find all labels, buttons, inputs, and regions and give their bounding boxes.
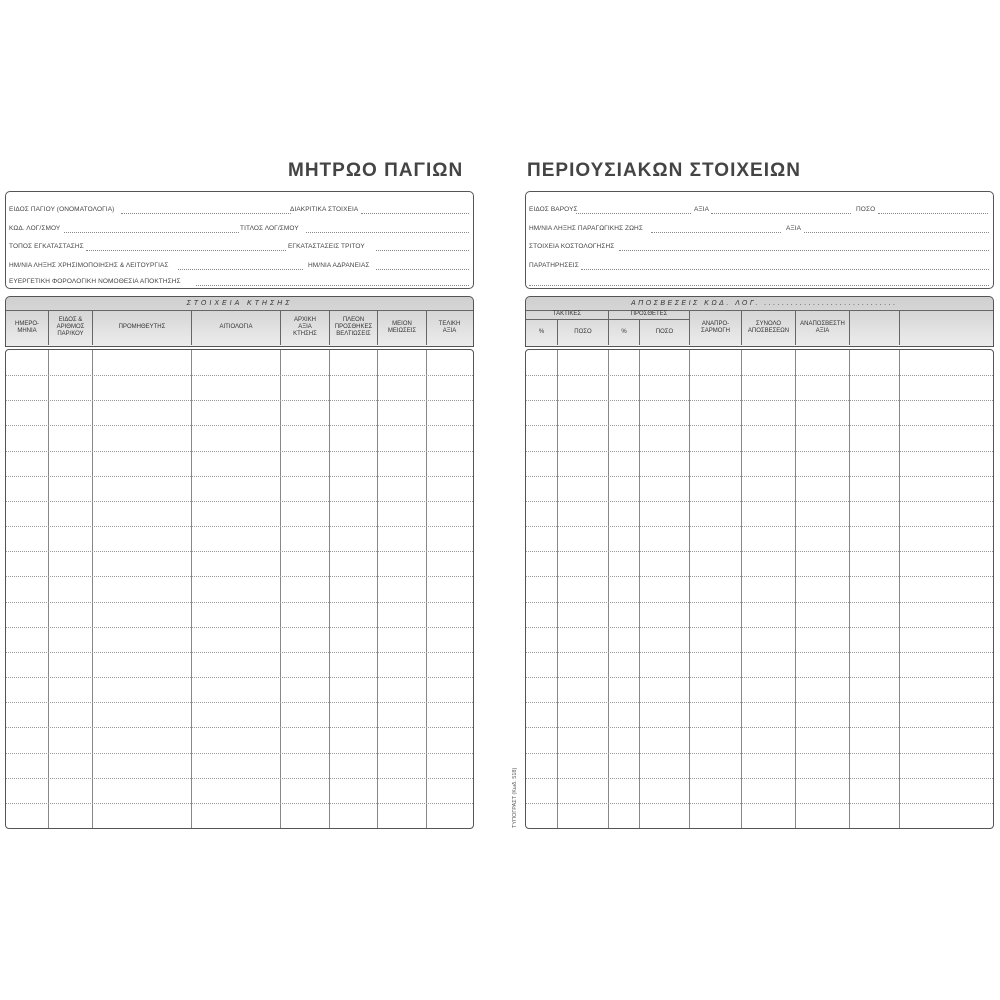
row-divider xyxy=(526,727,993,728)
column-divider xyxy=(557,350,558,828)
row-divider xyxy=(6,602,473,603)
page-title-left: ΜΗΤΡΩΟ ΠΑΓΙΩΝ xyxy=(288,160,464,181)
row-divider xyxy=(6,526,473,527)
dotted-line xyxy=(529,285,989,286)
row-divider xyxy=(6,753,473,754)
left-col-header: ΠΛΕΟΝ ΠΡΟΣΘΗΚΕΣ ΒΕΛΤΙΩΣΕΙΣ xyxy=(329,310,377,345)
left-col-header: ΜΕΙΟΝ ΜΕΙΩΣΕΙΣ xyxy=(377,310,426,345)
dotted-line xyxy=(804,232,989,233)
row-divider xyxy=(526,677,993,678)
right-column-headers xyxy=(526,310,993,346)
left-info-box xyxy=(5,191,474,289)
dotted-line xyxy=(651,232,781,233)
field-aksia-2: ΑΞΙΑ xyxy=(786,225,802,232)
left-col-header: ΗΜΕΡΟ- ΜΗΝΙΑ xyxy=(15,320,39,334)
row-divider xyxy=(6,727,473,728)
field-aksia: ΑΞΙΑ xyxy=(694,206,710,213)
col-pct-2: % xyxy=(608,320,639,345)
row-divider xyxy=(6,425,473,426)
dotted-line xyxy=(178,269,303,270)
column-divider xyxy=(795,350,796,828)
column-divider xyxy=(329,350,330,828)
column-divider xyxy=(92,350,93,828)
field-topos: ΤΟΠΟΣ ΕΓΚΑΤΑΣΤΑΣΗΣ xyxy=(9,243,84,250)
row-divider xyxy=(6,627,473,628)
col-poso-1: ΠΟΣΟ xyxy=(557,320,608,345)
column-divider xyxy=(689,350,690,828)
column-divider xyxy=(377,350,378,828)
column-divider xyxy=(191,350,192,828)
row-divider xyxy=(526,778,993,779)
col-anaprosarmogi: ΑΝΑΠΡΟ- ΣΑΡΜΟΓΗ xyxy=(689,310,741,345)
column-divider xyxy=(426,350,427,828)
dotted-line xyxy=(306,232,469,233)
row-divider xyxy=(526,551,993,552)
row-divider xyxy=(526,702,993,703)
dotted-line xyxy=(361,213,469,214)
row-divider xyxy=(526,753,993,754)
row-divider xyxy=(526,526,993,527)
col-anapostesti-aksia: ΑΝΑΠΟΣΒΕΣΤΗ ΑΞΙΑ xyxy=(795,310,849,345)
row-divider xyxy=(526,451,993,452)
field-nomothesia: ΕΥΕΡΓΕΤΙΚΗ ΦΟΡΟΛΟΓΙΚΗ ΝΟΜΟΘΕΣΙΑ ΑΠΟΚΤΗΣΗΣ xyxy=(9,278,181,285)
field-hmnia-adraneias: ΗΜ/ΝΙΑ ΑΔΡΑΝΕΙΑΣ xyxy=(308,262,370,269)
dotted-line xyxy=(86,250,286,251)
right-table-header xyxy=(525,296,994,347)
col-poso-2: ΠΟΣΟ xyxy=(639,320,689,345)
column-divider xyxy=(849,350,850,828)
field-paratiriseis: ΠΑΡΑΤΗΡΗΣΕΙΣ xyxy=(529,262,579,269)
col-blank-2 xyxy=(899,310,992,345)
page-title-right: ΠΕΡΙΟΥΣΙΑΚΩΝ ΣΤΟΙΧΕΙΩΝ xyxy=(527,160,801,181)
row-divider xyxy=(6,375,473,376)
row-divider xyxy=(6,451,473,452)
left-col-header: ΑΙΤΙΟΛΟΓΙΑ xyxy=(191,310,280,345)
row-divider xyxy=(6,702,473,703)
field-titlos-logariasmou: ΤΙΤΛΟΣ ΛΟΓ/ΣΜΟΥ xyxy=(240,225,299,232)
dotted-line xyxy=(376,269,469,270)
row-divider xyxy=(526,501,993,502)
column-divider xyxy=(741,350,742,828)
row-divider xyxy=(526,576,993,577)
side-printer-label: ΤΥΠΟΓΡΑΣΤ (Κωδ. 518) xyxy=(512,767,518,828)
row-divider xyxy=(6,501,473,502)
row-divider xyxy=(526,375,993,376)
field-hmnia-lixis: ΗΜ/ΝΙΑ ΛΗΞΗΣ ΧΡΗΣΙΜΟΠΟΙΗΣΗΣ & ΛΕΙΤΟΥΡΓΙΑΣ xyxy=(9,262,169,269)
row-divider xyxy=(6,576,473,577)
right-info-box xyxy=(525,191,994,289)
field-diakritika: ΔΙΑΚΡΙΤΙΚΑ ΣΤΟΙΧΕΙΑ xyxy=(290,206,359,213)
dotted-line xyxy=(878,213,988,214)
left-table-body xyxy=(5,349,474,829)
field-poso: ΠΟΣΟ xyxy=(856,206,876,213)
row-divider xyxy=(6,652,473,653)
row-divider xyxy=(526,602,993,603)
field-hmnia-lixis-zois: ΗΜ/ΝΙΑ ΛΗΞΗΣ ΠΑΡΑΓΩΓΙΚΗΣ ΖΩΗΣ xyxy=(529,225,643,232)
column-divider xyxy=(608,350,609,828)
row-divider xyxy=(6,803,473,804)
col-taktikes: ΤΑΚΤΙΚΕΣ xyxy=(526,310,608,320)
row-divider xyxy=(526,803,993,804)
dotted-line xyxy=(576,213,691,214)
row-divider xyxy=(6,400,473,401)
field-kod-logariasmou: ΚΩΔ. ΛΟΓ/ΣΜΟΥ xyxy=(9,225,61,232)
dotted-line xyxy=(121,213,291,214)
row-divider xyxy=(6,677,473,678)
dotted-line xyxy=(619,250,989,251)
row-divider xyxy=(526,627,993,628)
column-divider xyxy=(899,350,900,828)
field-egkatastaseis-triton: ΕΓΚΑΤΑΣΤΑΣΕΙΣ ΤΡΙΤΟΥ xyxy=(288,243,365,250)
col-synolo-aposveseon: ΣΥΝΟΛΟ ΑΠΟΣΒΕΣΕΩΝ xyxy=(741,310,795,345)
section-title-stoixeia-ktisis: ΣΤΟΙΧΕΙΑ ΚΤΗΣΗΣ xyxy=(186,300,293,307)
right-table-body xyxy=(525,349,994,829)
column-divider xyxy=(280,350,281,828)
field-eidos-pagiou: ΕΙΔΟΣ ΠΑΓΙΟΥ (ΟΝΟΜΑΤΟΛΟΓΙΑ) xyxy=(9,206,115,213)
dotted-line xyxy=(581,269,989,270)
dotted-line xyxy=(196,285,469,286)
field-kostologisis: ΣΤΟΙΧΕΙΑ ΚΟΣΤΟΛΟΓΗΣΗΣ xyxy=(529,243,615,250)
left-column-headers xyxy=(6,310,473,346)
row-divider xyxy=(526,476,993,477)
dotted-line xyxy=(376,250,469,251)
dotted-line xyxy=(711,213,851,214)
row-divider xyxy=(526,400,993,401)
left-col-header: ΑΡΧΙΚΗ ΑΞΙΑ ΚΤΗΣΗΣ xyxy=(280,310,329,345)
row-divider xyxy=(6,551,473,552)
field-eidos-varous: ΕΙΔΟΣ ΒΑΡΟΥΣ xyxy=(529,206,578,213)
left-col-header: ΤΕΛΙΚΗ ΑΞΙΑ xyxy=(426,310,472,345)
dotted-line xyxy=(64,232,239,233)
row-divider xyxy=(526,652,993,653)
left-col-header: ΠΡΟΜΗΘΕΥΤΗΣ xyxy=(92,310,191,345)
column-divider xyxy=(639,350,640,828)
left-table-header xyxy=(5,296,474,347)
row-divider xyxy=(526,425,993,426)
section-title-aposveseis: ΑΠΟΣΒΕΣΕΙΣ ΚΩΔ. ΛΟΓ. .............................. xyxy=(631,300,898,307)
row-divider xyxy=(6,476,473,477)
row-divider xyxy=(6,778,473,779)
col-pct-1: % xyxy=(538,329,545,335)
column-divider xyxy=(48,350,49,828)
col-blank-1 xyxy=(849,310,899,345)
col-prosthetes: ΠΡΟΣΘΕΤΕΣ xyxy=(608,310,689,320)
left-col-header: ΕΙΔΟΣ & ΑΡΙΘΜΟΣ ΠΑΡ/ΚΟΥ xyxy=(48,310,92,345)
